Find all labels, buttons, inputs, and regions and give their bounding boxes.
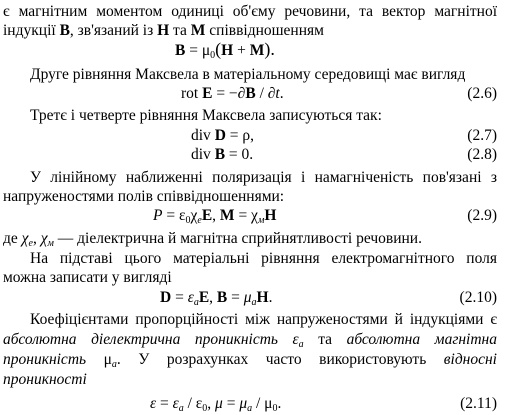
equation-number: (2.8) (467, 146, 497, 163)
equation-number: (2.7) (467, 127, 497, 144)
text-line: Друге рівняння Максвела в матеріальному середовищі має вигляд (30, 66, 466, 83)
text-line: Третє і четверте рівняння Максвела записуються так: (30, 107, 382, 124)
equation-number: (2.6) (467, 85, 497, 102)
text-line: можна записати у вигляді (3, 269, 172, 286)
equation: $D = \varepsilon_aE$, $B = \mu_aH$. (160, 289, 273, 308)
text-line: є магнітним моментом одиниці об'єму речовини, та вектор магнітної (3, 3, 497, 20)
text-line: У лінійному наближенні поляризація і намагніченість пов'язані з (30, 169, 497, 186)
text-line: проникності (3, 371, 87, 388)
equation-number: (2.11) (460, 395, 497, 412)
equation: div B = 0. (191, 146, 254, 163)
text-line: напруженостями полів співвідношеннями: (3, 188, 285, 205)
equation: $P = \varepsilon_0\chi_eE$, $M = \chi_мH$ (153, 207, 277, 226)
equation-number: (2.10) (459, 289, 497, 306)
equation: $B = \mu_0(H + M)$. (175, 39, 275, 61)
text-line: На підставі цього матеріальні рівняння електромагнітного поля (30, 250, 497, 267)
equation: $\varepsilon = \varepsilon_a / \varepsilon_0$, $\mu = \mu_a / \mu_0$. (150, 395, 282, 414)
text-line: абсолютна діелектрична проникність $\varepsilon_a$ та абсолютна магнітна (3, 331, 497, 350)
equation: rot E = −∂B / ∂t. (181, 85, 284, 102)
text-line: де $\chi_e$, $\chi_м$ — діелектрична й магнітна сприйнятливості речовини. (3, 230, 422, 249)
text-line: проникність $\mu_a$. У розрахунках часто використовують відносні (3, 351, 497, 370)
equation-number: (2.9) (467, 207, 497, 224)
text-line: індукції B, зв'язаний із H та M співвідношенням (3, 22, 324, 39)
equation: div D = ρ, (191, 127, 254, 144)
text-line: Коефіцієнтами пропорційності між напруженостями й індукціями є (30, 311, 497, 328)
